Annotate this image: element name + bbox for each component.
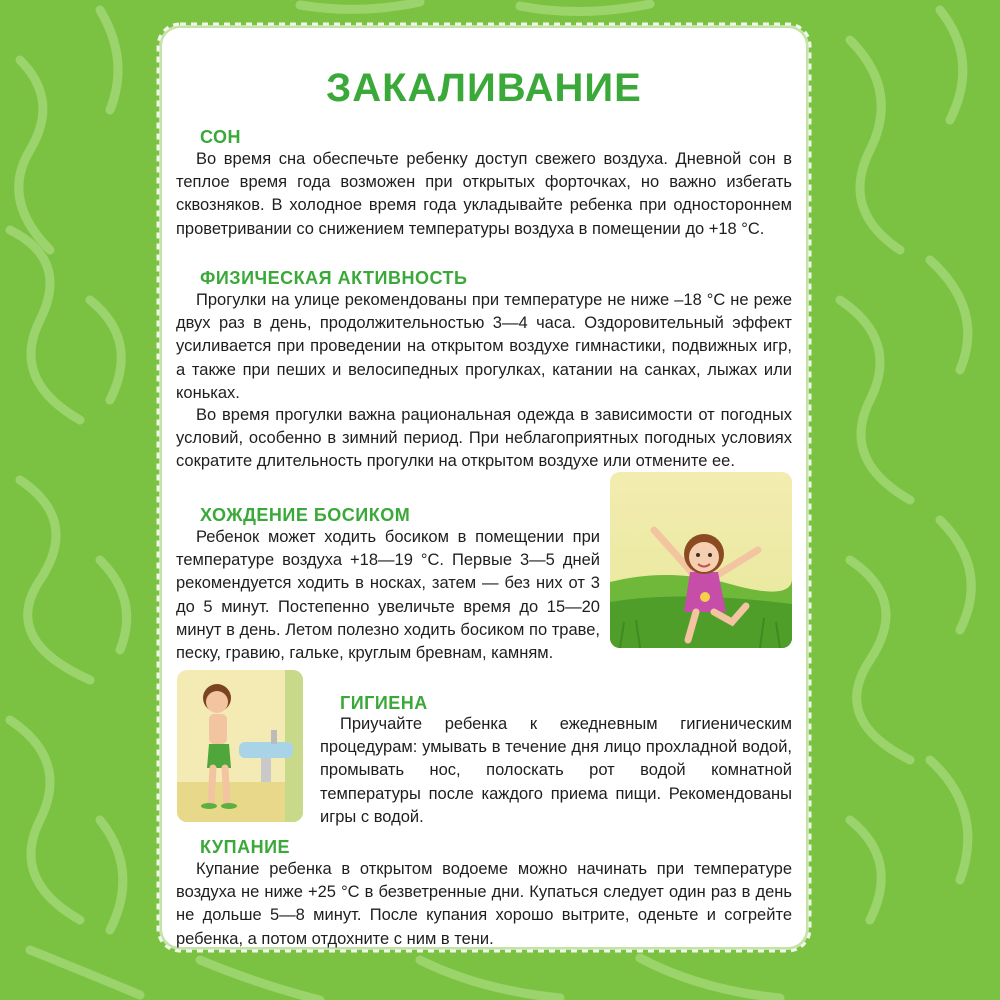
heading-bathing: КУПАНИЕ bbox=[200, 837, 291, 857]
page-title: ЗАКАЛИВАНИЕ bbox=[326, 66, 642, 110]
text-bathing: Купание ребенка в открытом водоеме можно начинать при температуре воздуха не ниже +25 °С в безветренные дни. Купаться следует один раз в день не дольше 5—8 минут. После купания хорошо вытрите, оденьте и согрейте ребенка, а потом отдохните с ним в тени. bbox=[176, 860, 792, 948]
text-activity-2: Во время прогулки важна рациональная одежда в зависимости от погодных условий, особенно в зимний период. При неблагоприятных погодных условиях сократите длительность прогулки на открытом воздухе или отмените ее. bbox=[176, 406, 792, 471]
heading-activity: ФИЗИЧЕСКАЯ АКТИВНОСТЬ bbox=[200, 268, 468, 288]
text-activity-1: Прогулки на улице рекомендованы при температуре не ниже –18 °С не реже двух раз в день, продолжительностью 3—4 часа. Оздоровительный эффект усиливается при проведении на открытом воздухе гимнастики, подвижных игр, а также при пеших и велосипедных прогулках, катании на санках, лыжах или коньках. bbox=[176, 291, 792, 402]
boy-washing-image bbox=[177, 670, 303, 822]
text-sleep: Во время сна обеспечьте ребенку доступ свежего воздуха. Дневной сон в теплое время года возможен при открытых форточках, но важно избегать сквозняков. В холодное время года укладывайте ребенка при одностороннем проветривании со снижением температуры воздуха в помещении до +18 °С. bbox=[176, 150, 792, 238]
text-barefoot: Ребенок может ходить босиком в помещении при температуре воздуха +18—19 °С. Первые 3—5 дней рекомендуется ходить в носках, затем — без них от 3 до 5 минут. Постепенно увеличьте время до 15—20 минут в день. Летом полезно ходить босиком по траве, песку, гравию, гальке, круглым бревнам, камням. bbox=[176, 528, 600, 663]
text-hygiene: Приучайте ребенка к ежедневным гигиеническим процедурам: умывать в течение дня лицо прохладной водой, промывать нос, полоскать рот водой комнатной температуры после каждого приема пищи. Рекомендованы игры с водой. bbox=[320, 715, 792, 826]
heading-barefoot: ХОЖДЕНИЕ БОСИКОМ bbox=[200, 505, 411, 525]
info-card bbox=[162, 28, 806, 947]
girl-dancing-image bbox=[610, 472, 792, 648]
heading-hygiene: ГИГИЕНА bbox=[340, 693, 428, 713]
heading-sleep: СОН bbox=[200, 127, 242, 147]
